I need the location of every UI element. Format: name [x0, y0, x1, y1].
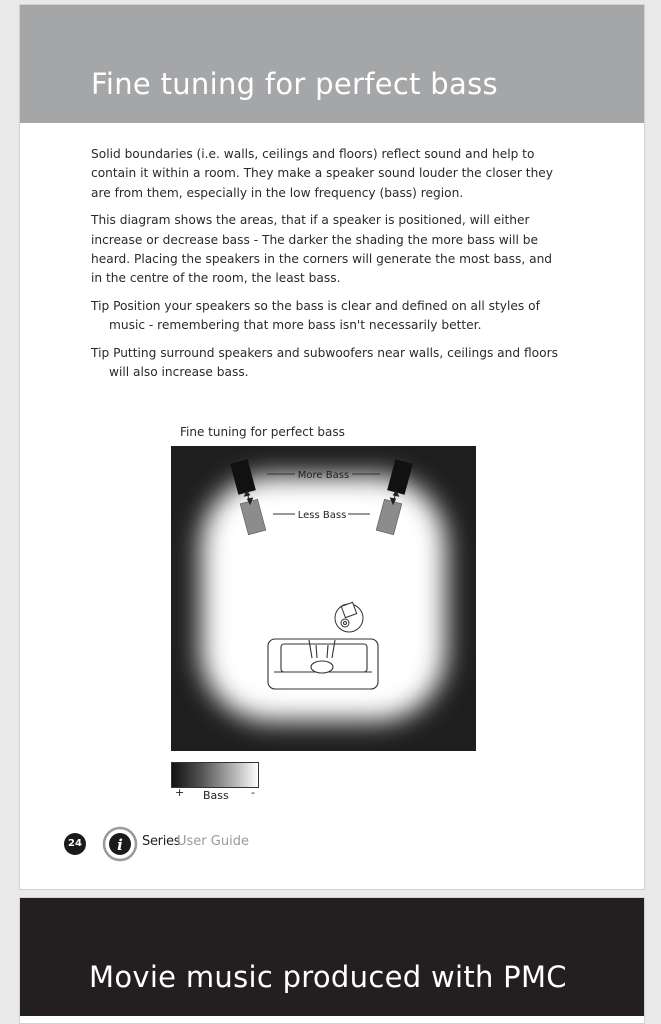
figure-caption: Fine tuning for perfect bass [180, 425, 345, 439]
tip-paragraph: Tip Putting surround speakers and subwoofers near walls, ceilings and floors will also increase bass. [91, 345, 558, 380]
tip-paragraph: Tip Position your speakers so the bass is clear and defined on all styles of music - remembering that more bass isn't necessarily better. [91, 298, 540, 333]
logo-letter: i [117, 836, 123, 854]
i-series-logo-icon [102, 826, 138, 862]
title-banner [20, 5, 644, 123]
page-title: Fine tuning for perfect bass [91, 67, 498, 101]
less-bass-label: Less Bass [297, 510, 347, 521]
page-number-badge: 24 [64, 833, 86, 855]
series-label: Series [142, 834, 181, 849]
diagram-paragraph: This diagram shows the areas, that if a speaker is positioned, will either increase or decrease bass - The darker the shading the more bass will be heard. Placing the speakers in the corners will generate the most bass, and in the centre of the room, the least bass. [91, 213, 553, 286]
user-guide-label: User Guide [177, 834, 249, 849]
body-text [91, 145, 561, 390]
bass-legend-gradient [171, 762, 259, 788]
next-manual-page [19, 897, 645, 1024]
manual-page [19, 4, 645, 890]
room-diagram-svg [171, 446, 476, 751]
legend-minus: - [251, 786, 255, 799]
legend-label: Bass [203, 789, 229, 802]
bass-room-diagram [171, 446, 476, 751]
more-bass-label: More Bass [297, 470, 350, 481]
next-title-banner [20, 898, 644, 1016]
next-page-title: Movie music produced with PMC [89, 960, 567, 994]
legend-plus: + [175, 786, 185, 799]
intro-paragraph: Solid boundaries (i.e. walls, ceilings and floors) reflect sound and help to contain it within a room. They make a speaker sound louder the closer they are from them, especially in the low frequency (bass) region. [91, 147, 554, 200]
